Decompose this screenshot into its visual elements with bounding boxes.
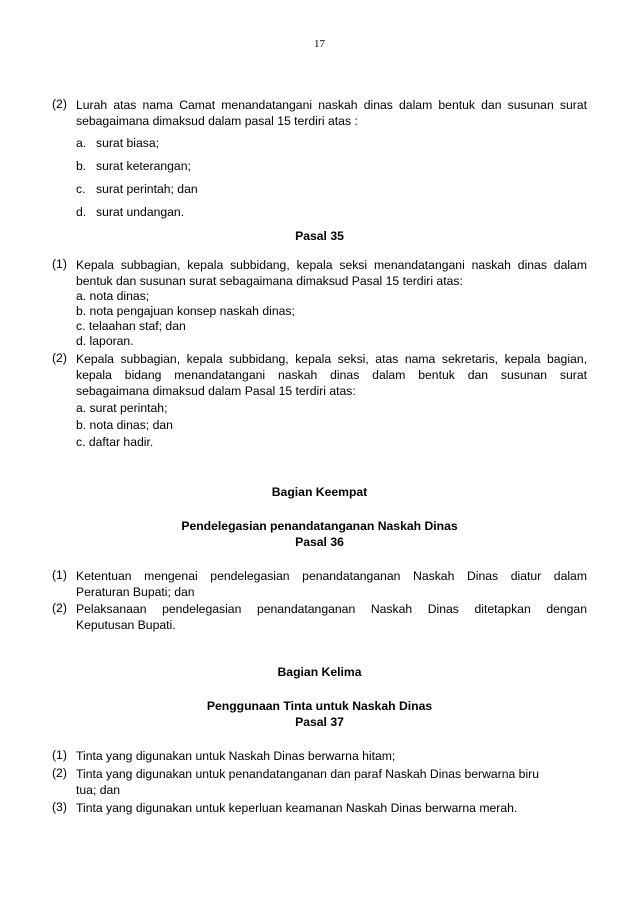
intro-item-letter: a. xyxy=(76,136,87,150)
pasal-36-p2-line-1: Pelaksanaan pendelegasian penandatanganan Naskah Dinas ditetapkan dengan xyxy=(76,602,587,616)
bagian-kelima-title: Bagian Kelima xyxy=(277,665,362,679)
pasal-35-p2-item: c. daftar hadir. xyxy=(76,435,154,449)
pasal-35-p1-number: (1) xyxy=(52,257,67,271)
pasal-36-p2-line-2: Keputusan Bupati. xyxy=(76,618,176,632)
pasal-35-p2-line-2: kepala bidang menandatangani naskah dinas dalam bentuk dan susunan surat xyxy=(76,368,587,382)
intro-line-2: sebagaimana dimaksud dalam pasal 15 terdiri atas : xyxy=(76,114,358,128)
pasal-35-p2-number: (2) xyxy=(52,351,67,365)
pasal-37-p3-line-1: Tinta yang digunakan untuk keperluan keamanan Naskah Dinas berwarna merah. xyxy=(76,801,518,815)
intro-item-letter: b. xyxy=(76,159,87,173)
intro-item-letter: d. xyxy=(76,205,87,219)
pasal-35-title: Pasal 35 xyxy=(295,229,344,243)
pasal-37-p3-number: (3) xyxy=(52,800,67,814)
pasal-35-p2-line-3: sebagaimana dimaksud dalam Pasal 15 terdiri atas: xyxy=(76,384,356,398)
pasal-37-p1-number: (1) xyxy=(52,748,67,762)
intro-number: (2) xyxy=(52,97,67,111)
intro-item-letter: c. xyxy=(76,182,86,196)
pasal-37-p2-number: (2) xyxy=(52,766,67,780)
pasal-35-p1-line-1: Kepala subbagian, kepala subbidang, kepala seksi menandatangani naskah dinas dalam xyxy=(76,258,587,272)
bagian-keempat-subtitle: Pendelegasian penandatanganan Naskah Dinas xyxy=(181,519,458,533)
pasal-35-p2-item: a. surat perintah; xyxy=(76,401,168,415)
intro-item-text: surat perintah; dan xyxy=(96,182,198,196)
pasal-35-p1-item: d. laporan. xyxy=(76,334,134,348)
pasal-35-p2-item: b. nota dinas; dan xyxy=(76,418,173,432)
intro-item-text: surat biasa; xyxy=(96,136,160,150)
pasal-35-p1-item: c. telaahan staf; dan xyxy=(76,319,186,333)
pasal-36-title: Pasal 36 xyxy=(295,535,344,549)
pasal-37-p1-line-1: Tinta yang digunakan untuk Naskah Dinas berwarna hitam; xyxy=(76,749,396,763)
intro-item-text: surat keterangan; xyxy=(96,159,191,173)
pasal-36-p1-line-2: Peraturan Bupati; dan xyxy=(76,585,195,599)
pasal-37-p2-line-1: Tinta yang digunakan untuk penandatanganan dan paraf Naskah Dinas berwarna biru xyxy=(76,767,539,781)
pasal-36-p1-line-1: Ketentuan mengenai pendelegasian penandatanganan Naskah Dinas diatur dalam xyxy=(76,569,587,583)
pasal-35-p1-item: b. nota pengajuan konsep naskah dinas; xyxy=(76,304,295,318)
pasal-36-p1-number: (1) xyxy=(52,568,67,582)
pasal-37-p2-line-2: tua; dan xyxy=(76,783,121,797)
pasal-36-p2-number: (2) xyxy=(52,601,67,615)
intro-line-1: Lurah atas nama Camat menandatangani naskah dinas dalam bentuk dan susunan surat xyxy=(76,98,587,112)
pasal-35-p2-line-1: Kepala subbagian, kepala subbidang, kepala seksi, atas nama sekretaris, kepala bagian, xyxy=(76,352,587,366)
pasal-35-p1-line-2: bentuk dan susunan surat sebagaimana dimaksud Pasal 15 terdiri atas: xyxy=(76,274,463,288)
intro-item-text: surat undangan. xyxy=(96,205,185,219)
bagian-kelima-subtitle: Penggunaan Tinta untuk Naskah Dinas xyxy=(206,699,433,713)
pasal-35-p1-item: a. nota dinas; xyxy=(76,289,150,303)
page-number: 17 xyxy=(314,38,325,50)
bagian-keempat-title: Bagian Keempat xyxy=(271,485,368,499)
pasal-37-title: Pasal 37 xyxy=(295,715,344,729)
